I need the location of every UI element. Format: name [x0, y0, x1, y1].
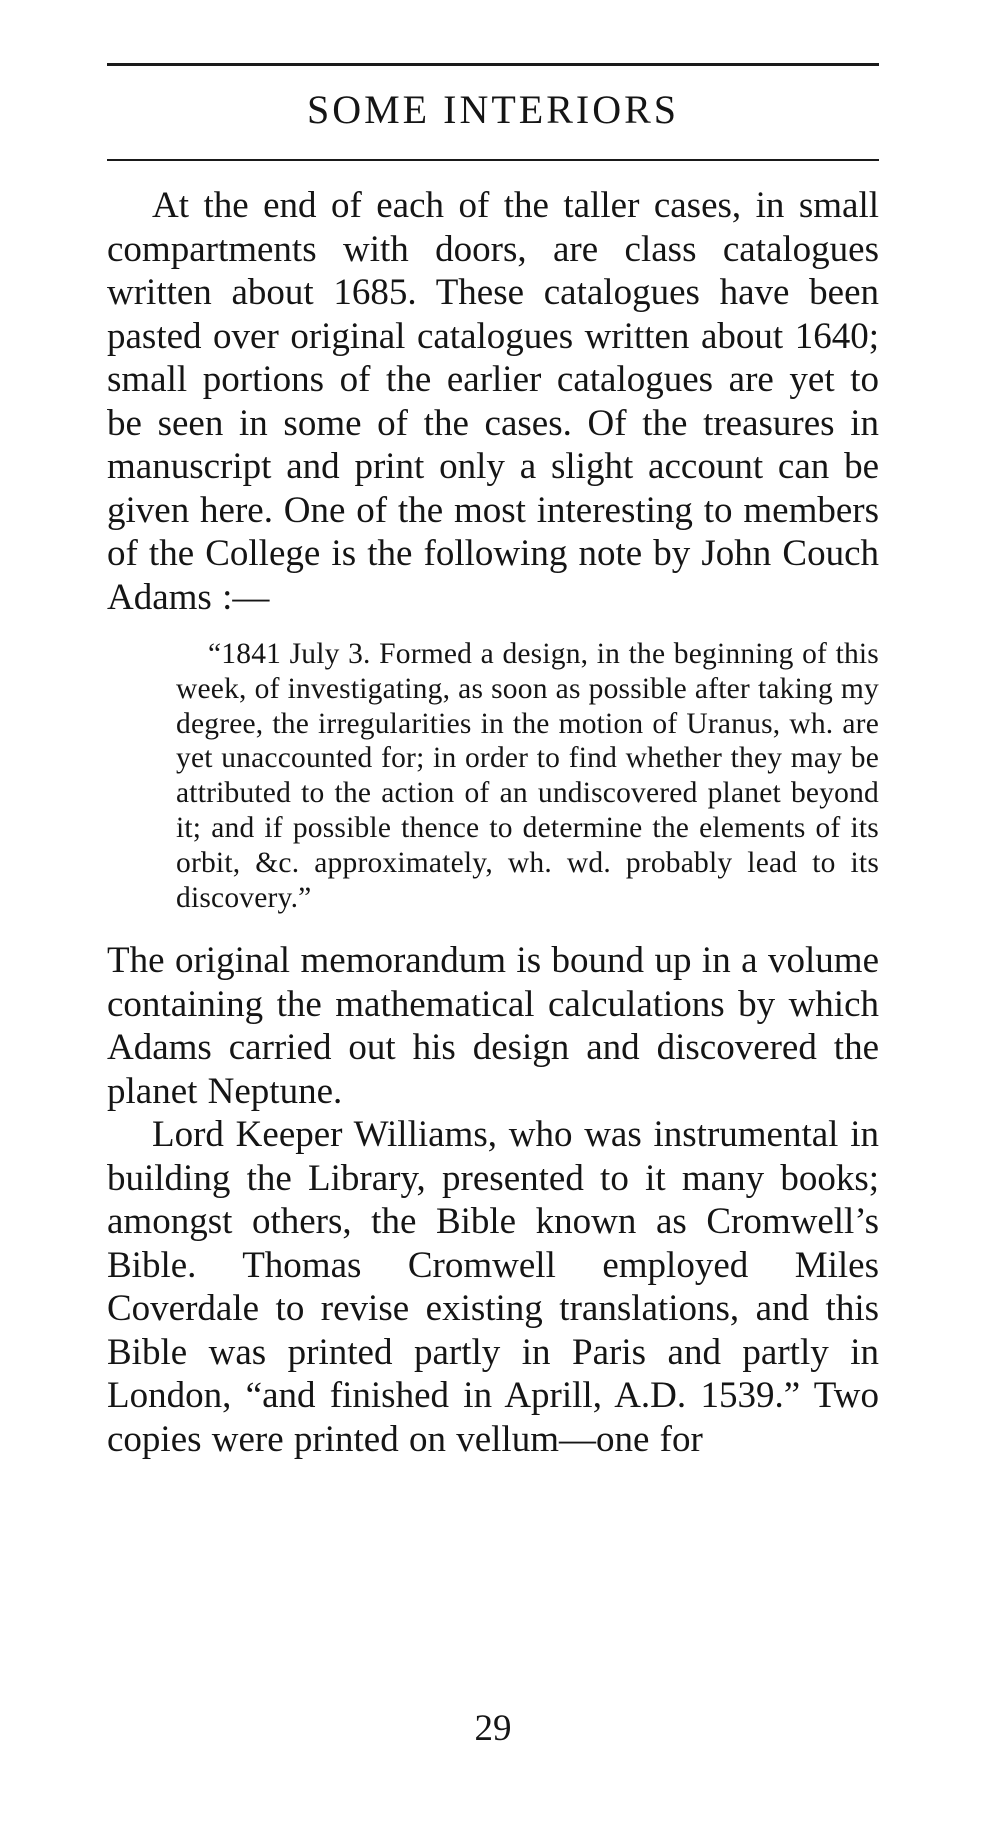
- book-page: [107, 0, 879, 1848]
- paragraph-memorandum: The original memorandum is bound up in a volume containing the mathematical calculations by which Adams carried out his design and discovered the planet Neptune.: [107, 940, 879, 1112]
- page-number: 29: [474, 1708, 512, 1749]
- paragraph-catalogues: At the end of each of the taller cases, in small compartments with doors, are class catalogues written about 1685. These catalogues have been pasted over original catalogues written about 1640; small portions of the earlier catalogues are yet to be seen in some of the cases. Of the treasures in manuscript and print only a slight account can be given here. One of the most interesting to members of the College is the following note by John Couch Adams :—: [107, 185, 879, 618]
- adams-quotation: “1841 July 3. Formed a design, in the beginning of this week, of investigating, as soon as possible after taking my degree, the irregularities in the motion of Uranus, wh. are yet unaccounted for; in order to find whether they may be attributed to the action of an undiscovered planet beyond it; and if possible thence to determine the elements of its orbit, &c. approximately, wh. wd. probably lead to its discovery.”: [176, 638, 879, 914]
- body-text: [107, 184, 879, 1461]
- header-rule-bottom: [107, 159, 879, 161]
- running-head: SOME INTERIORS: [306, 87, 680, 132]
- header-rule-top: [107, 63, 879, 66]
- paragraph-cromwell-bible: Lord Keeper Williams, who was instrumental in building the Library, presented to it many books; amongst others, the Bible known as Cromwell’s Bible. Thomas Cromwell employed Miles Coverdale to revise existing translations, and this Bible was printed partly in Paris and partly in London, “and finished in Aprill, A.D. 1539.” Two copies were printed on vellum—one for: [107, 1114, 879, 1460]
